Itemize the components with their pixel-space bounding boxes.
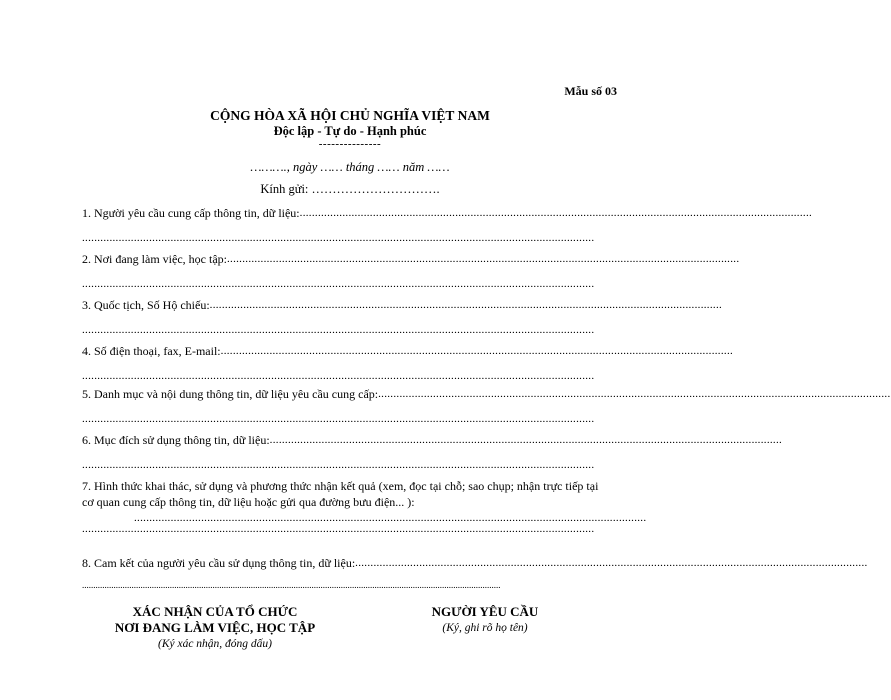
fill-line[interactable]: .......................................................................................................................................................................................... <box>82 580 501 590</box>
fill-line[interactable]: ........................................................................................................................................................................ <box>82 413 595 425</box>
signature-title: NƠI ĐANG LÀM VIỆC, HỌC TẬP <box>114 620 316 635</box>
fill-line[interactable]: ........................................................................................................................................................................ <box>355 557 868 569</box>
fill-line[interactable]: ........................................................................................................................................................................ <box>82 324 595 336</box>
fill-line[interactable]: ........................................................................................................................................................................ <box>82 370 595 382</box>
field-contact <box>82 343 734 384</box>
signature-title: NGƯỜI YÊU CẦU <box>431 604 539 619</box>
fill-line[interactable]: ........................................................................................................................................................................ <box>269 434 783 446</box>
national-title: CỘNG HÒA XÃ HỘI CHỦ NGHĨA VIỆT NAM <box>210 108 490 123</box>
field-purpose <box>82 432 783 473</box>
recipient-line: Kính gửi: …………………………. <box>260 182 440 196</box>
field-info-list <box>82 386 891 427</box>
fill-line[interactable]: ........................................................................................................................................................................ <box>82 523 595 535</box>
fill-line[interactable]: ........................................................................................................................................................................ <box>209 299 723 311</box>
fill-line[interactable]: ........................................................................................................................................................................ <box>378 388 891 400</box>
signature-block-requester <box>390 604 580 636</box>
field-commitment <box>82 555 868 571</box>
header-separator: --------------- <box>318 138 382 150</box>
signature-block-organization <box>90 604 340 652</box>
field-label: 1. Người yêu cầu cung cấp thông tin, dữ liệu: <box>82 206 300 220</box>
field-label: 3. Quốc tịch, Số Hộ chiếu: <box>82 298 210 312</box>
national-motto: Độc lập - Tự do - Hạnh phúc <box>273 124 427 138</box>
fill-line[interactable]: ........................................................................................................................................................................ <box>82 232 595 244</box>
field-label: 6. Mục đích sử dụng thông tin, dữ liệu: <box>82 433 270 447</box>
date-line: ………., ngày …… tháng …… năm …… <box>250 160 450 174</box>
fill-line[interactable]: ........................................................................................................................................................................ <box>82 459 595 471</box>
field-requester <box>82 205 813 246</box>
fill-line[interactable]: ........................................................................................................................................................................ <box>134 512 647 524</box>
field-label: 4. Số điện thoại, fax, E-mail: <box>82 344 221 358</box>
field-workplace <box>82 251 740 292</box>
fill-line[interactable]: ........................................................................................................................................................................ <box>226 253 740 265</box>
form-number: Mẫu số 03 <box>564 84 617 98</box>
field-label: 2. Nơi đang làm việc, học tập: <box>82 252 227 266</box>
fill-line[interactable]: ........................................................................................................................................................................ <box>220 345 734 357</box>
field-label: 5. Danh mục và nội dung thông tin, dữ liệu yêu cầu cung cấp: <box>82 387 379 401</box>
field-access-method <box>82 478 647 537</box>
field-nationality <box>82 297 723 338</box>
field-label: 7. Hình thức khai thác, sử dụng và phương thức nhận kết quả (xem, đọc tại chỗ; sao chụp; nhận trực tiếp tại cơ quan cung cấp thông tin, dữ liệu hoặc gửi qua đường bưu điện... ): <box>82 479 599 509</box>
fill-line[interactable]: ........................................................................................................................................................................ <box>299 207 813 219</box>
signature-note: (Ký, ghi rõ họ tên) <box>442 622 528 634</box>
signature-note: (Ký xác nhận, đóng dấu) <box>157 638 273 650</box>
signature-title: XÁC NHẬN CỦA TỔ CHỨC <box>132 604 298 619</box>
field-label: 8. Cam kết của người yêu cầu sử dụng thông tin, dữ liệu: <box>82 556 356 570</box>
fill-line[interactable]: ........................................................................................................................................................................ <box>82 278 595 290</box>
